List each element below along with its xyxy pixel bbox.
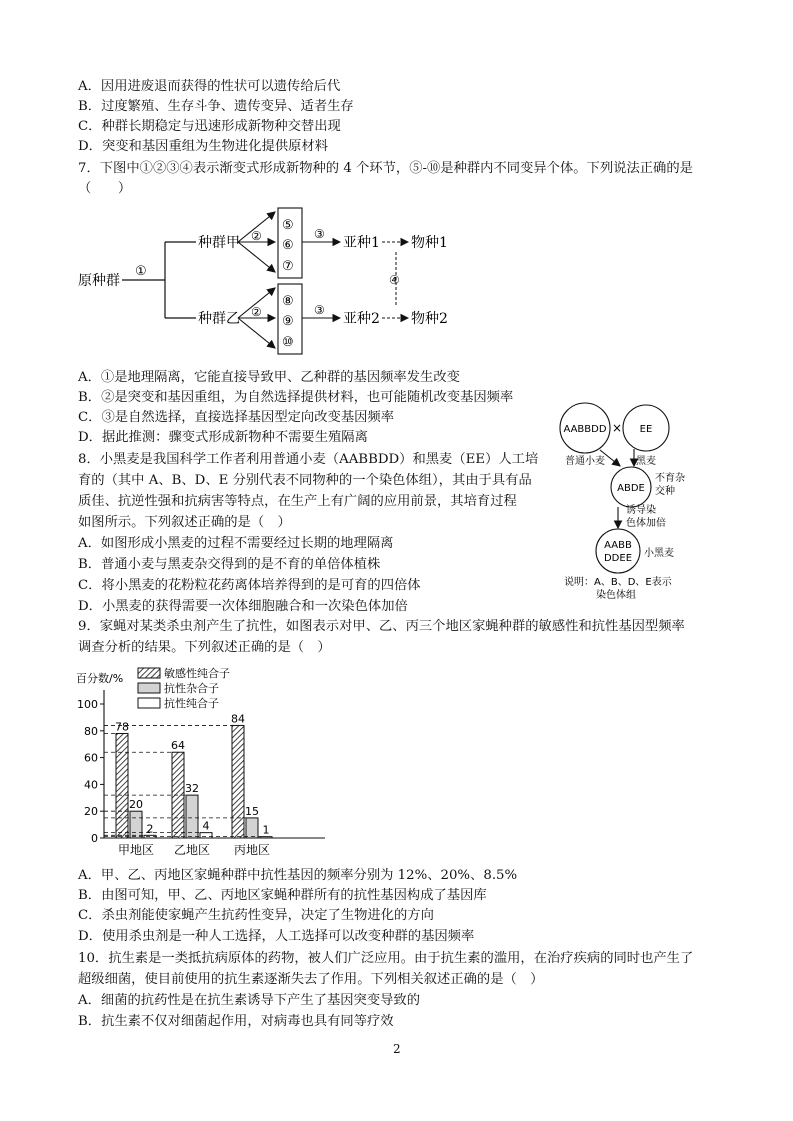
- chart-bar: [260, 837, 272, 838]
- diagram-hybrid-genome: ABDE: [617, 483, 645, 494]
- chart-bar: [130, 811, 142, 838]
- diagram-wheat-genome: AABBDD: [563, 424, 607, 435]
- q8-option-a: A．如图形成小黑麦的过程不需要经过长期的地理隔离: [78, 536, 394, 551]
- chart-bar: [116, 733, 128, 838]
- chart-data-label: 15: [245, 804, 259, 818]
- q7-option-a: A．①是地理隔离，它能直接导致甲、乙种群的基因频率发生改变: [78, 370, 460, 385]
- diagram-origin-population: 原种群: [78, 273, 120, 289]
- legend-label-2: 抗性杂合子: [164, 682, 219, 695]
- page-number: 2: [393, 1042, 401, 1056]
- q9-option-a: A．甲、乙、丙地区家蝇种群中抗性基因的频率分别为 12%、20%、8.5%: [78, 868, 518, 883]
- diagram-species-2: 物种2: [411, 311, 448, 327]
- chart-category-label: 甲地区: [117, 843, 155, 857]
- q10-stem-line1: 10．抗生素是一类抵抗病原体的药物，被人们广泛应用。由于抗生素的滥用，在治疗疾病的同时也产生了: [78, 951, 694, 966]
- q6-option-c: C．种群长期稳定与迅速形成新物种交替出现: [78, 119, 341, 134]
- q8-stem-line2: 育的（其中 A、B、D、E 分别代表不同物种的一个染色体组），其由于具有品: [78, 473, 532, 488]
- chart-y-axis-label: 百分数/%: [76, 672, 124, 685]
- legend-label-3: 抗性纯合子: [164, 697, 219, 710]
- q8-breeding-diagram: [556, 400, 716, 605]
- chart-bar: [246, 818, 258, 838]
- diagram-wheat-label: 普通小麦: [565, 456, 605, 467]
- diagram-variant-6: ⑥: [282, 238, 294, 253]
- q7-option-c: C．③是自然选择，直接选择基因型定向改变基因频率: [78, 410, 395, 425]
- diagram-step-3-a: ③: [314, 227, 325, 241]
- diagram-cross-symbol: ×: [611, 421, 623, 435]
- diagram-rye-genome: EE: [639, 424, 653, 435]
- diagram-note-1: 说明：A、B、D、E表示: [564, 577, 672, 588]
- q10-option-a: A．细菌的抗药性是在抗生素诱导下产生了基因突变导致的: [78, 993, 421, 1008]
- diagram-step-3-b: ③: [314, 303, 325, 317]
- chart-y-tick-label: 60: [84, 751, 98, 765]
- diagram-step-2-a: ②: [251, 229, 262, 243]
- q7-speciation-diagram: [70, 202, 470, 362]
- diagram-sterile-label-2: 交种: [655, 486, 675, 497]
- diagram-rye-label: 黑麦: [636, 456, 656, 467]
- q8-option-d: D．小黑麦的获得需要一次体细胞融合和一次染色体加倍: [78, 599, 408, 614]
- q10-stem-line2: 超级细菌，使目前使用的抗生素逐渐失去了作用。下列相关叙述正确的是（ ）: [78, 972, 544, 987]
- chart-bar: [186, 795, 198, 838]
- q9-stem-line1: 9．家蝇对某类杀虫剂产生了抗性，如图表示对甲、乙、丙三个地区家蝇种群的敏感性和抗性基因型频率: [78, 619, 685, 634]
- diagram-step-4: ④: [389, 273, 400, 287]
- diagram-triticale-genome-2: DDEE: [603, 553, 633, 564]
- chart-data-label: 20: [129, 798, 143, 812]
- chart-y-tick-label: 20: [84, 805, 98, 819]
- legend-swatch-3: [138, 698, 160, 708]
- q8-stem-line1: 8．小黑麦是我国科学工作者利用普通小麦（AABBDD）和黑麦（EE）人工培: [78, 452, 539, 467]
- legend-swatch-2: [138, 683, 160, 693]
- chart-y-tick-label: 0: [91, 832, 98, 845]
- q7-stem-paren: （ ）: [78, 181, 132, 196]
- q9-option-c: C．杀虫剂能使家蝇产生抗药性变异，决定了生物进化的方向: [78, 908, 434, 923]
- diagram-triticale-label: 小黑麦: [644, 548, 674, 559]
- diagram-subspecies-1: 亚种1: [343, 235, 380, 251]
- q6-option-b: B．过度繁殖、生存斗争、遗传变异、适者生存: [78, 99, 354, 114]
- legend-label-1: 敏感性纯合子: [164, 667, 230, 680]
- q8-stem-line4: 如图所示。下列叙述正确的是（ ）: [78, 515, 291, 530]
- diagram-variant-7: ⑦: [282, 259, 294, 274]
- chart-bar: [200, 833, 212, 838]
- diagram-variant-10: ⑩: [282, 335, 294, 350]
- diagram-population-b: 种群乙: [198, 311, 240, 327]
- chart-category-label: 乙地区: [173, 843, 211, 857]
- diagram-note-2: 染色体组: [596, 590, 636, 601]
- q7-option-d: D．据此推测：骤变式形成新物种不需要生殖隔离: [78, 430, 368, 445]
- chart-y-tick-label: 80: [84, 724, 98, 738]
- diagram-variant-5: ⑤: [282, 218, 294, 233]
- q6-option-a: A．因用进废退而获得的性状可以遗传给后代: [78, 79, 341, 94]
- chart-data-label: 1: [262, 823, 270, 837]
- q8-stem-line3: 质佳、抗逆性强和抗病害等特点，在生产上有广阔的应用前景，其培育过程: [78, 494, 517, 509]
- diagram-variant-8: ⑧: [282, 294, 294, 309]
- q9-option-d: D．使用杀虫剂是一种人工选择，人工选择可以改变种群的基因频率: [78, 929, 475, 944]
- diagram-step-2-b: ②: [251, 305, 262, 319]
- chart-data-label: 2: [146, 822, 154, 836]
- chart-y-tick-label: 100: [77, 698, 98, 711]
- diagram-induce-label-2: 色体加倍: [626, 518, 666, 529]
- diagram-species-1: 物种1: [411, 235, 448, 251]
- diagram-induce-label-1: 诱导染: [626, 505, 656, 516]
- diagram-sterile-label-1: 不育杂: [655, 473, 685, 484]
- chart-category-label: 丙地区: [233, 843, 271, 857]
- q8-option-b: B．普通小麦与黑麦杂交得到的是不育的单倍体植株: [78, 557, 381, 572]
- chart-data-label: 32: [185, 782, 199, 796]
- q9-option-b: B．由图可知，甲、乙、丙地区家蝇种群所有的抗性基因构成了基因库: [78, 888, 487, 903]
- q9-stem-line2: 调查分析的结果。下列叙述正确的是（ ）: [78, 640, 331, 655]
- chart-data-label: 84: [231, 712, 245, 726]
- chart-bar: [232, 725, 244, 838]
- chart-data-label: 64: [171, 739, 185, 753]
- q10-option-b: B．抗生素不仅对细菌起作用，对病毒也具有同等疗效: [78, 1014, 394, 1029]
- diagram-population-a: 种群甲: [198, 235, 240, 251]
- diagram-variant-9: ⑨: [282, 314, 294, 329]
- chart-y-tick-label: 40: [84, 778, 98, 792]
- q8-option-c: C．将小黑麦的花粉粒花药离体培养得到的是可育的四倍体: [78, 578, 421, 593]
- q7-option-b: B．②是突变和基因重组，为自然选择提供材料，也可能随机改变基因频率: [78, 390, 514, 405]
- legend-swatch-1: [138, 668, 160, 678]
- diagram-step-1: ①: [135, 264, 147, 279]
- diagram-triticale-genome-1: AABB: [604, 540, 632, 551]
- chart-data-label: 4: [202, 819, 210, 833]
- q9-bar-chart: [70, 662, 360, 862]
- q7-stem: 7．下图中①②③④表示渐变式形成新物种的 4 个环节，⑤-⑩是种群内不同变异个体。下列说法正确的是: [78, 161, 693, 176]
- chart-data-label: 78: [115, 720, 129, 734]
- q6-option-d: D．突变和基因重组为生物进化提供原材料: [78, 139, 329, 154]
- diagram-subspecies-2: 亚种2: [343, 311, 380, 327]
